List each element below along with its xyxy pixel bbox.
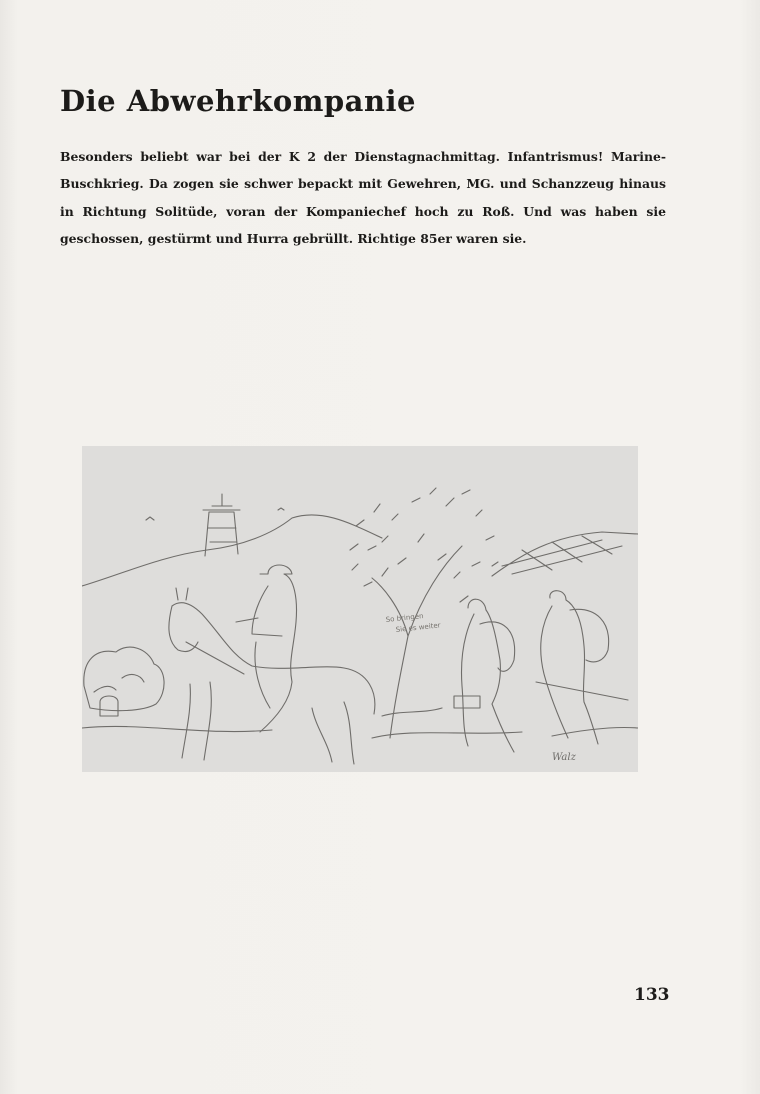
watchtower bbox=[203, 494, 240, 556]
artist-signature: Walz bbox=[552, 752, 576, 763]
tree-caption-line1: So bringen bbox=[385, 612, 424, 624]
tree-canopy bbox=[350, 488, 498, 602]
tree-caption-line2: Sie es weiter bbox=[395, 621, 441, 634]
field-hill bbox=[492, 532, 638, 576]
soldier-middle bbox=[454, 599, 515, 752]
sketch-drawing bbox=[82, 446, 638, 772]
milestone bbox=[100, 696, 118, 716]
page-number: 133 bbox=[634, 985, 670, 1005]
page-title: Die Abwehrkompanie bbox=[60, 84, 417, 118]
soldier-right bbox=[536, 591, 628, 744]
rider bbox=[236, 565, 297, 732]
hill-outline bbox=[82, 515, 382, 586]
ground-lines bbox=[82, 708, 638, 738]
pencil-sketch-illustration bbox=[82, 446, 638, 772]
tree-trunk bbox=[372, 546, 462, 738]
bush-left bbox=[84, 647, 164, 711]
horse bbox=[169, 588, 375, 764]
body-paragraph: Besonders beliebt war bei der K 2 der Dienstagnachmittag. Infantrismus! Marine-Buschkrieg. Da zogen sie schwer bepackt mit Gewehren, MG. und Schanzzeug hinaus in Richtung Solitüde, voran der Kompaniechef hoch zu Roß. Und was haben sie geschossen, gestürmt und Hurra gebrüllt. Richtige 85er waren sie. bbox=[60, 149, 666, 247]
